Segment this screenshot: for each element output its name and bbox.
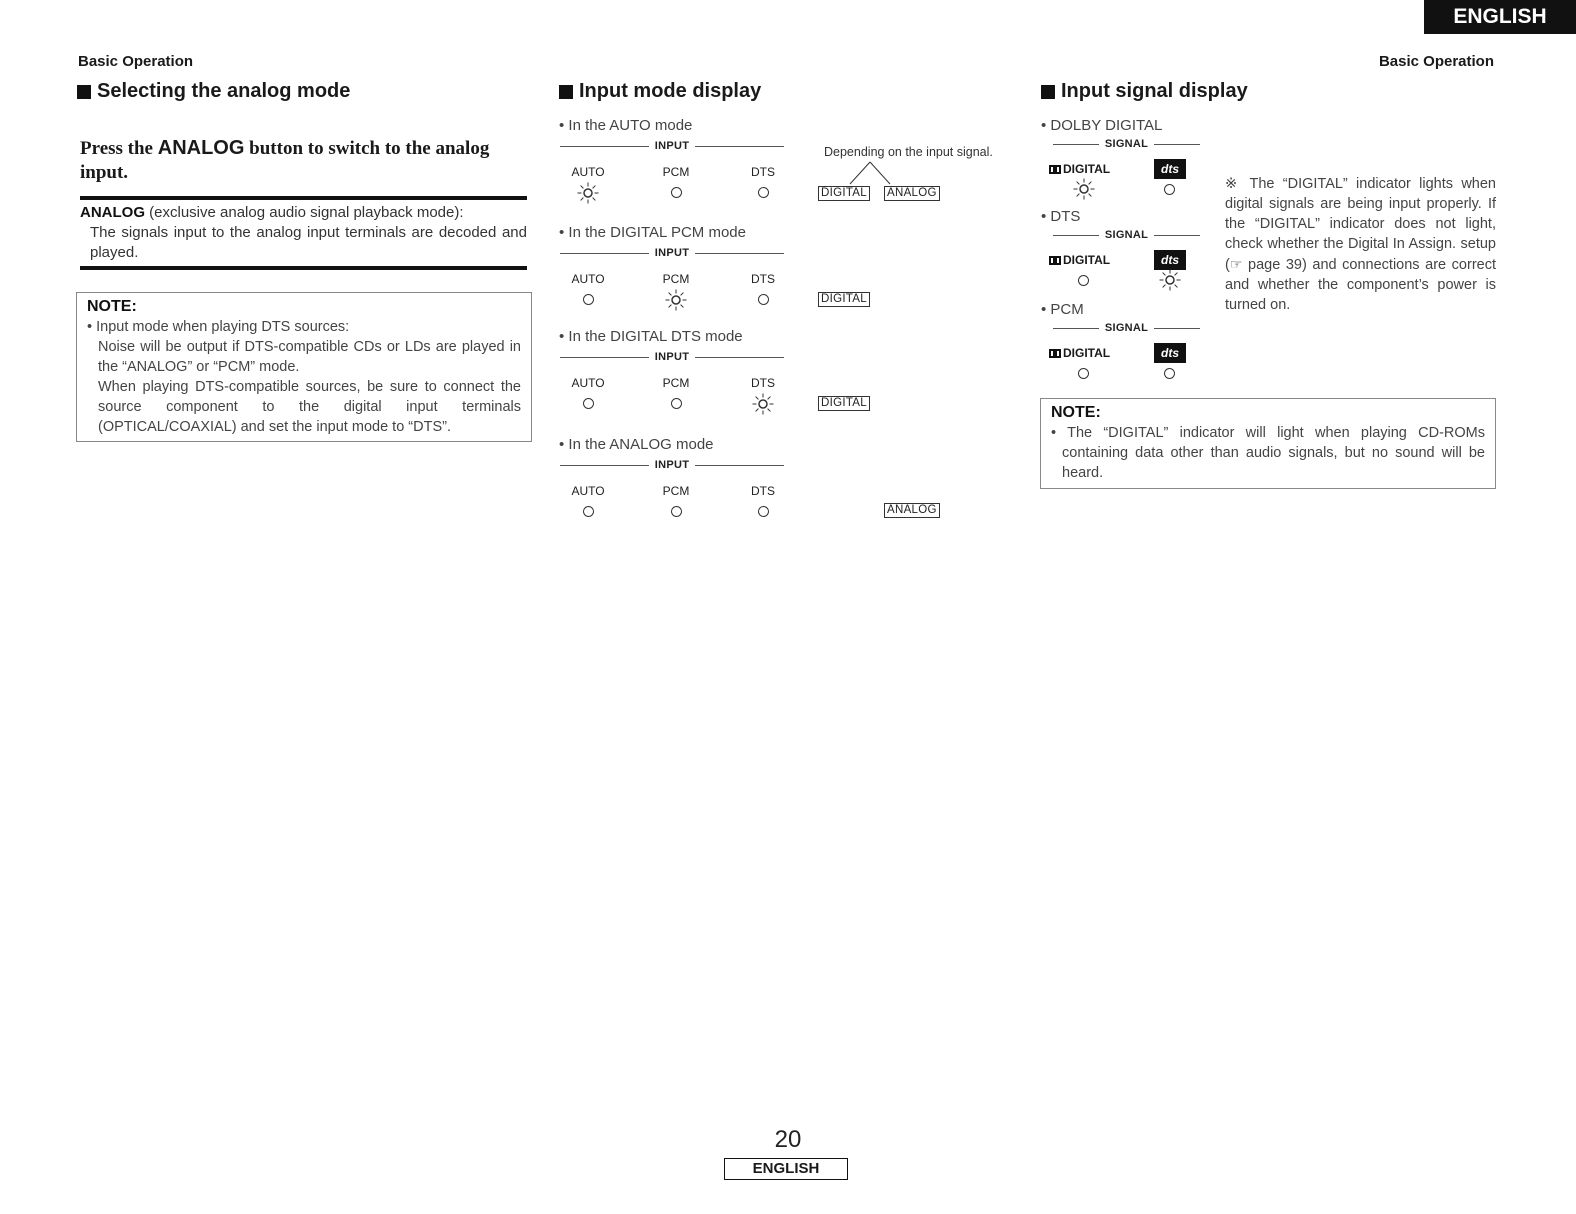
- section-marker-icon: [77, 85, 91, 99]
- unlit-indicator-icon: [583, 506, 594, 517]
- dts-logo-icon: dts: [1154, 250, 1186, 270]
- header-rule: [560, 253, 649, 254]
- dolby-digital-text: DIGITAL: [1063, 162, 1111, 176]
- remark-mark: ※: [1225, 176, 1242, 192]
- hand-pointer-icon: ☞: [1229, 256, 1243, 272]
- mode-label-pcm: PCM: [662, 272, 690, 286]
- input-group-label: INPUT: [654, 459, 690, 471]
- note-title: NOTE:: [1051, 404, 1101, 421]
- section-title-text: Input signal display: [1061, 80, 1248, 102]
- dolby-logo-icon: [1049, 349, 1061, 358]
- header-rule: [560, 357, 649, 358]
- signal-group-header: [1053, 138, 1200, 150]
- mode-caption: • In the DIGITAL DTS mode: [559, 328, 743, 345]
- lit-indicator-icon: [1158, 268, 1182, 292]
- instruction-post: button to switch to the analog input.: [80, 138, 490, 183]
- dolby-digital-label: [1049, 253, 1110, 267]
- dts-logo-icon: dts: [1154, 343, 1186, 363]
- note-bullet: • Input mode when playing DTS sources:: [87, 319, 350, 335]
- unlit-indicator-icon: [583, 398, 594, 409]
- unlit-indicator-icon: [671, 398, 682, 409]
- signal-caption: • PCM: [1041, 301, 1084, 318]
- remark-text-post: page 39) and connections are correct and whether the component’s power is turned on.: [1225, 257, 1496, 313]
- signal-group-header: [1053, 322, 1200, 334]
- mode-caption: • In the DIGITAL PCM mode: [559, 224, 746, 241]
- input-group-label: INPUT: [654, 351, 690, 363]
- definition-detail: The signals input to the analog input terminals are decoded and played.: [90, 224, 527, 261]
- header-rule: [1154, 328, 1200, 329]
- section-marker-icon: [1041, 85, 1055, 99]
- note-title: NOTE:: [87, 298, 137, 315]
- digital-indicator-remark: [1225, 174, 1496, 315]
- section-title-input-mode: [559, 80, 761, 103]
- lit-indicator-icon: [576, 181, 600, 205]
- header-rule: [1053, 235, 1099, 236]
- note-para-1: Noise will be output if DTS-compatible CDs or LDs are played in the “ANALOG” or “PCM” mode.: [98, 339, 521, 375]
- lit-indicator-icon: [751, 392, 775, 416]
- header-rule: [695, 146, 784, 147]
- language-tab: ENGLISH: [1424, 0, 1576, 34]
- header-rule: [560, 465, 649, 466]
- note-box-cdrom: [1040, 398, 1496, 489]
- mode-label-dts: DTS: [751, 165, 775, 179]
- mode-caption: • In the ANALOG mode: [559, 436, 714, 453]
- dolby-logo-icon: [1049, 256, 1061, 265]
- mode-label-auto: AUTO: [571, 484, 605, 498]
- input-group-label: INPUT: [654, 140, 690, 152]
- mode-label-auto: AUTO: [571, 272, 605, 286]
- section-marker-icon: [559, 85, 573, 99]
- mode-label-pcm: PCM: [662, 376, 690, 390]
- note-para-2: When playing DTS-compatible sources, be sure to connect the source component to the digital input terminals (OPTICAL/COAXIAL) and set the input mode to “DTS”.: [98, 379, 521, 435]
- dolby-digital-text: DIGITAL: [1063, 346, 1111, 360]
- mode-label-dts: DTS: [751, 484, 775, 498]
- unlit-indicator-icon: [1164, 368, 1175, 379]
- header-rule: [1053, 328, 1099, 329]
- signal-group-label: SIGNAL: [1104, 229, 1149, 241]
- display-digital-box: DIGITAL: [818, 396, 870, 411]
- input-group-header: [560, 140, 784, 152]
- note-box-dts: [76, 292, 532, 442]
- depending-label: Depending on the input signal.: [824, 145, 993, 159]
- dolby-digital-label: [1049, 162, 1110, 176]
- signal-caption: • DTS: [1041, 208, 1081, 225]
- signal-group-header: [1053, 229, 1200, 241]
- definition-desc: (exclusive analog audio signal playback mode):: [149, 204, 464, 221]
- unlit-indicator-icon: [1078, 275, 1089, 286]
- input-group-header: [560, 247, 784, 259]
- unlit-indicator-icon: [671, 187, 682, 198]
- header-rule: [695, 357, 784, 358]
- input-group-header: [560, 351, 784, 363]
- unlit-indicator-icon: [758, 294, 769, 305]
- mode-caption: • In the AUTO mode: [559, 117, 693, 134]
- input-group-header: [560, 459, 784, 471]
- unlit-indicator-icon: [671, 506, 682, 517]
- section-title-input-signal: [1041, 80, 1248, 103]
- display-digital-box: DIGITAL: [818, 292, 870, 307]
- input-group-label: INPUT: [654, 247, 690, 259]
- header-rule: [1053, 144, 1099, 145]
- lit-indicator-icon: [664, 288, 688, 312]
- display-analog-box: ANALOG: [884, 186, 940, 201]
- mode-label-dts: DTS: [751, 376, 775, 390]
- signal-group-label: SIGNAL: [1104, 138, 1149, 150]
- divider-top: [80, 196, 527, 200]
- signal-group-label: SIGNAL: [1104, 322, 1149, 334]
- mode-label-auto: AUTO: [571, 165, 605, 179]
- note-bullet: • The “DIGITAL” indicator will light when playing CD-ROMs containing data other than audio signals, but no sound will be heard.: [1051, 425, 1485, 481]
- mode-label-pcm: PCM: [662, 484, 690, 498]
- unlit-indicator-icon: [1078, 368, 1089, 379]
- display-digital-box: DIGITAL: [818, 186, 870, 201]
- instruction-pre: Press the: [80, 138, 153, 159]
- lit-indicator-icon: [1072, 177, 1096, 201]
- unlit-indicator-icon: [758, 187, 769, 198]
- section-title-text: Selecting the analog mode: [97, 80, 351, 102]
- dts-logo-icon: dts: [1154, 159, 1186, 179]
- header-rule: [695, 253, 784, 254]
- header-rule: [560, 146, 649, 147]
- remark-text-pre: The “DIGITAL” indicator lights when digital signals are being input properly. If the “DIGITAL” indicator does not light, check whether the Digital In Assign. setup (: [1225, 176, 1496, 273]
- branch-arrows: [840, 160, 900, 186]
- unlit-indicator-icon: [1164, 184, 1175, 195]
- unlit-indicator-icon: [758, 506, 769, 517]
- running-header-right: Basic Operation: [1378, 53, 1494, 70]
- divider-bottom: [80, 266, 527, 270]
- mode-label-auto: AUTO: [571, 376, 605, 390]
- section-title-analog-mode: [77, 80, 350, 103]
- header-rule: [1154, 144, 1200, 145]
- signal-caption: • DOLBY DIGITAL: [1041, 117, 1163, 134]
- section-title-text: Input mode display: [579, 80, 762, 102]
- instruction-text: [80, 136, 527, 185]
- header-rule: [695, 465, 784, 466]
- unlit-indicator-icon: [583, 294, 594, 305]
- header-rule: [1154, 235, 1200, 236]
- definition-term: ANALOG: [80, 204, 145, 221]
- dolby-digital-text: DIGITAL: [1063, 253, 1111, 267]
- display-analog-box: ANALOG: [884, 503, 940, 518]
- dolby-digital-label: [1049, 346, 1110, 360]
- mode-label-pcm: PCM: [662, 165, 690, 179]
- analog-definition: [80, 203, 527, 263]
- mode-label-dts: DTS: [751, 272, 775, 286]
- dolby-logo-icon: [1049, 165, 1061, 174]
- footer-language-label: ENGLISH: [724, 1158, 848, 1180]
- running-header-left: Basic Operation: [78, 53, 194, 70]
- instruction-key-analog: ANALOG: [157, 137, 245, 159]
- page-number: 20: [774, 1126, 802, 1153]
